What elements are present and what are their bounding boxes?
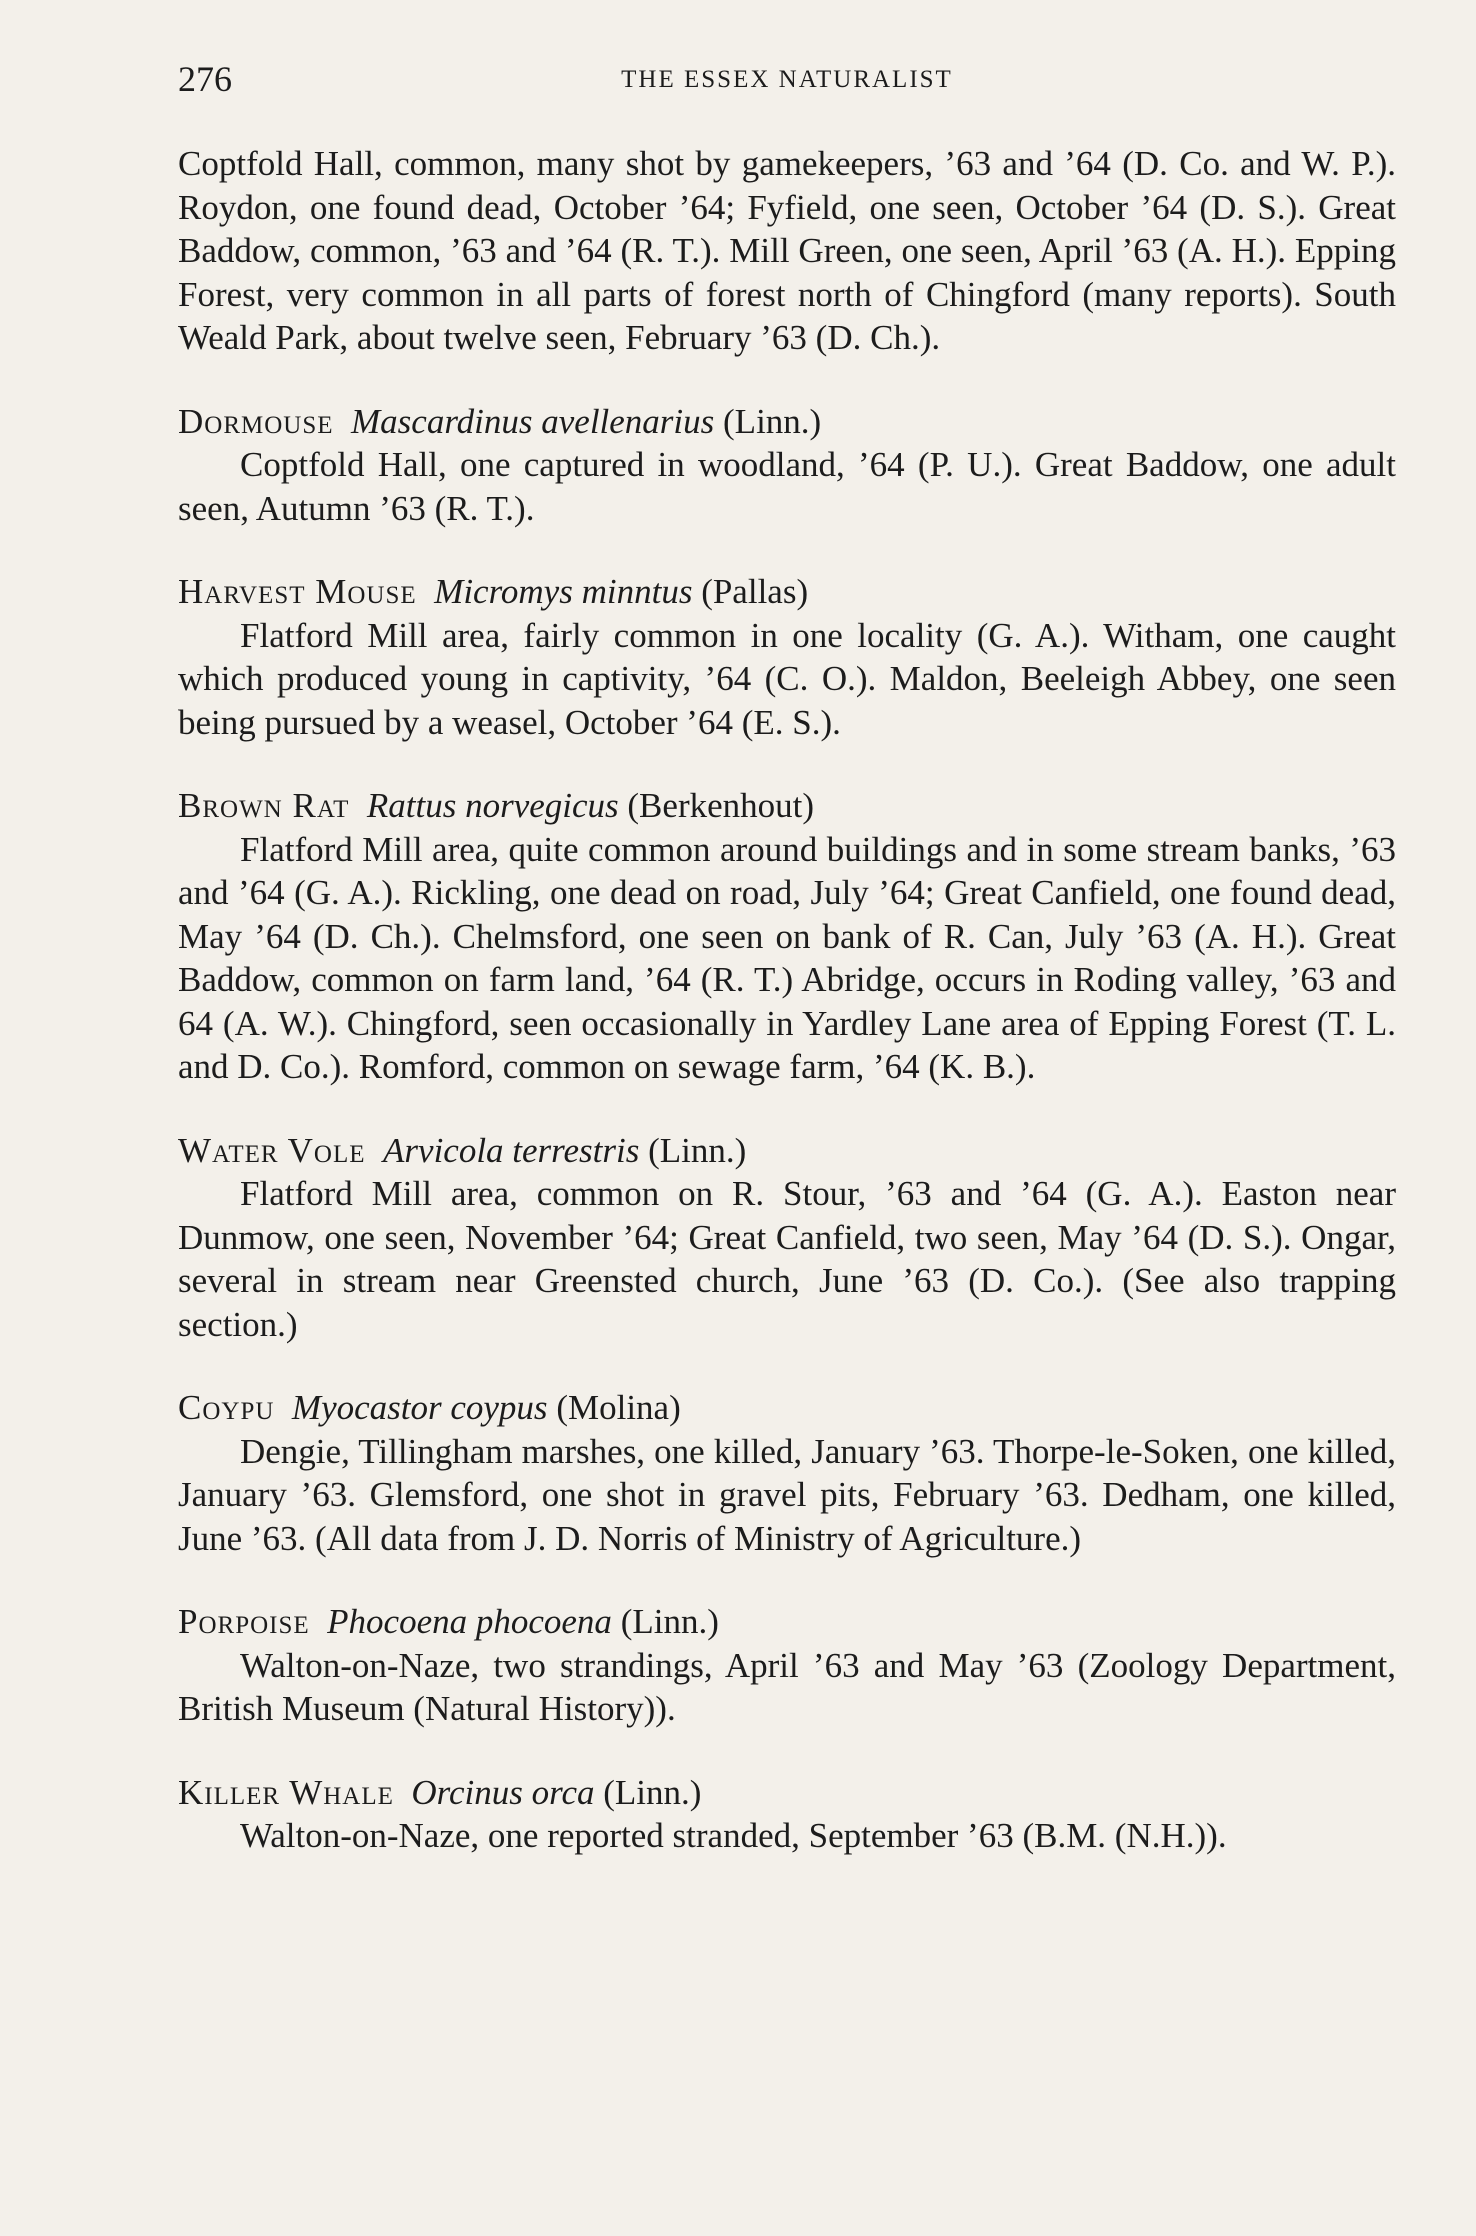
page-header bbox=[178, 52, 1396, 102]
species-entry-porpoise bbox=[178, 1600, 1396, 1731]
species-entry-dormouse bbox=[178, 400, 1396, 531]
species-heading bbox=[178, 1386, 1396, 1430]
species-records: Dengie, Tillingham marshes, one killed, January ’63. Thorpe-le-Soken, one killed, January ’63. Glemsford, one shot in gravel pits, February ’63. Dedham, one killed, June ’63. (All data from J. D. Norris of Ministry of Agriculture.) bbox=[178, 1431, 1396, 1558]
species-records: Coptfold Hall, one captured in woodland, ’64 (P. U.). Great Baddow, one adult seen, Autumn ’63 (R. T.). bbox=[178, 445, 1396, 528]
species-entry-coypu bbox=[178, 1386, 1396, 1560]
species-heading bbox=[178, 784, 1396, 828]
species-heading bbox=[178, 400, 1396, 444]
latin-name: Rattus norvegicus bbox=[366, 786, 619, 825]
body-text bbox=[178, 142, 1396, 1858]
species-records: Flatford Mill area, common on R. Stour, ’63 and ’64 (G. A.). Easton near Dunmow, one seen, November ’64; Great Canfield, two seen, May ’64 (D. S.). Ongar, several in stream near Greensted church, June ’63 (D. Co.). (See also trapping section.) bbox=[178, 1174, 1396, 1344]
intro-paragraph: Coptfold Hall, common, many shot by gamekeepers, ’63 and ’64 (D. Co. and W. P.). Roydon, one found dead, October ’64; Fyfield, one seen, October ’64 (D. S.). Great Baddow, common, ’63 and ’64 (R. T.). Mill Green, one seen, April ’63 (A. H.). Epping Forest, very common in all parts of forest north of Chingford (many reports). South Weald Park, about twelve seen, February ’63 (D. Ch.). bbox=[178, 144, 1396, 357]
species-entry-killer-whale bbox=[178, 1771, 1396, 1858]
page-number: 276 bbox=[178, 59, 232, 99]
species-heading bbox=[178, 570, 1396, 614]
latin-name: Myocastor coypus bbox=[291, 1388, 548, 1427]
common-name: Coypu bbox=[178, 1388, 275, 1427]
species-records: Walton-on-Naze, two strandings, April ’63 and May ’63 (Zoology Department, British Museum (Natural History)). bbox=[178, 1645, 1396, 1728]
authority: (Linn.) bbox=[620, 1602, 719, 1641]
species-heading bbox=[178, 1600, 1396, 1644]
common-name: Brown Rat bbox=[178, 786, 350, 825]
latin-name: Orcinus orca bbox=[411, 1772, 595, 1812]
authority: (Berkenhout) bbox=[627, 786, 815, 825]
common-name: Killer Whale bbox=[178, 1772, 394, 1812]
authority: (Linn.) bbox=[723, 401, 822, 441]
latin-name: Phocoena phocoena bbox=[327, 1602, 612, 1641]
common-name: Dormouse bbox=[178, 401, 334, 441]
species-entry-harvest-mouse bbox=[178, 570, 1396, 744]
species-heading bbox=[178, 1129, 1396, 1173]
authority: (Molina) bbox=[556, 1388, 681, 1427]
latin-name: Micromys minntus bbox=[434, 572, 693, 611]
common-name: Water Vole bbox=[178, 1130, 366, 1170]
latin-name: Mascardinus avellenarius bbox=[351, 401, 715, 441]
species-heading bbox=[178, 1771, 1396, 1815]
species-records: Flatford Mill area, fairly common in one locality (G. A.). Witham, one caught which produced young in captivity, ’64 (C. O.). Maldon, Beeleigh Abbey, one seen being pursued by a weasel, October ’64 (E. S.). bbox=[178, 615, 1396, 742]
species-records: Flatford Mill area, quite common around buildings and in some stream banks, ’63 and ’64 (G. A.). Rickling, one dead on road, July ’64; Great Canfield, one found dead, May ’64 (D. Ch.). Chelmsford, one seen on bank of R. Can, July ’63 (A. H.). Great Baddow, common on farm land, ’64 (R. T.) Abridge, occurs in Roding valley, ’63 and 64 (A. W.). Chingford, seen occasionally in Yardley Lane area of Epping Forest (T. L. and D. Co.). Romford, common on sewage farm, ’64 (K. B.). bbox=[178, 829, 1396, 1086]
running-head: THE ESSEX NATURALIST bbox=[621, 66, 953, 93]
authority: (Pallas) bbox=[701, 572, 809, 611]
common-name: Harvest Mouse bbox=[178, 572, 417, 611]
page bbox=[178, 52, 1396, 1858]
authority: (Linn.) bbox=[603, 1772, 702, 1812]
species-records: Walton-on-Naze, one reported stranded, September ’63 (B.M. (N.H.)). bbox=[240, 1816, 1227, 1855]
authority: (Linn.) bbox=[648, 1130, 747, 1170]
species-entry-brown-rat bbox=[178, 784, 1396, 1089]
species-entry-water-vole bbox=[178, 1129, 1396, 1347]
latin-name: Arvicola terrestris bbox=[383, 1130, 640, 1170]
common-name: Porpoise bbox=[178, 1602, 310, 1641]
